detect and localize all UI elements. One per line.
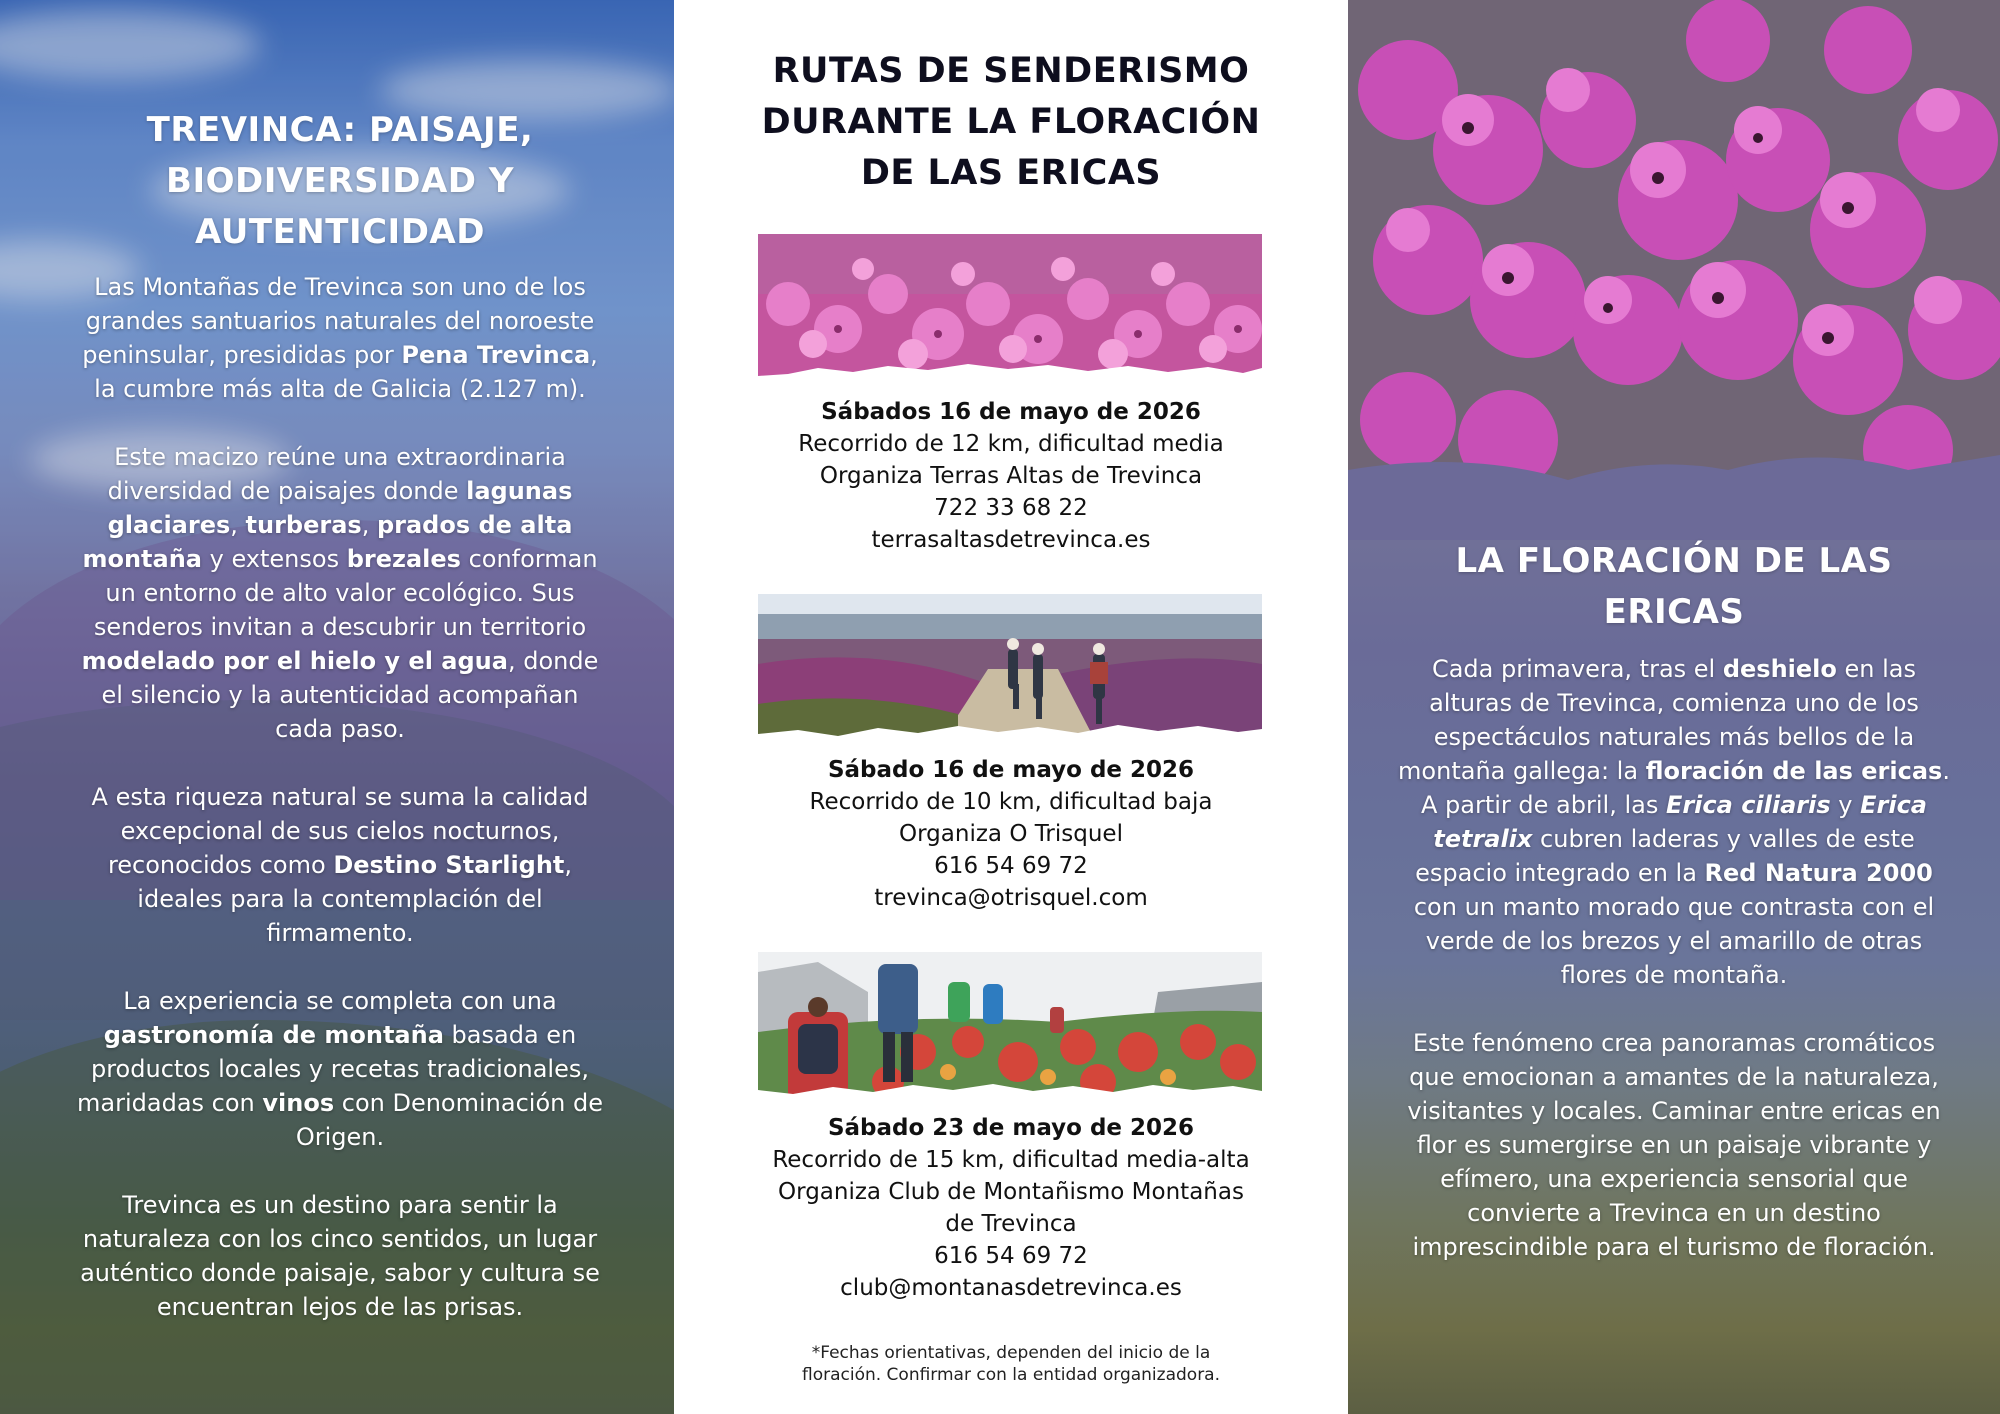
intro-paragraph: Las Montañas de Trevinca son uno de los grandes santuarios naturales del noroeste peninsular, presididas por Pena Trevinca, la cumbre más alta de Galicia (2.127 m).: [82, 273, 598, 403]
event-phone[interactable]: 722 33 68 22: [934, 495, 1088, 521]
left-title: TREVINCA: PAISAJE, BIODIVERSIDAD Y AUTENTICIDAD: [146, 110, 534, 252]
event-date: Sábados 16 de mayo de 2026: [821, 399, 1201, 425]
right-text-block: [1394, 536, 1954, 1298]
starlight-paragraph: A esta riqueza natural se suma la calidad excepcional de sus cielos nocturnos, reconocidos como Destino Starlight, ideales para la contemplación del firmamento.: [91, 783, 589, 947]
erica-flowers-image: [1348, 0, 2000, 540]
torn-paper-edge: [758, 360, 1262, 386]
heather-closeup-photo: [758, 234, 1262, 386]
routes-title: RUTAS DE SENDERISMO DURANTE LA FLORACIÓN DE LAS ERICAS: [761, 51, 1261, 193]
left-text-block: [70, 105, 610, 1358]
dates-footnote: *Fechas orientativas, dependen del inicio de la floración. Confirmar con la entidad organizadora.: [801, 1343, 1221, 1385]
flowering-title: LA FLORACIÓN DE LAS ERICAS: [1455, 541, 1893, 632]
right-panel: [1348, 0, 2000, 1414]
landscape-paragraph: Este macizo reúne una extraordinaria diversidad de paisajes donde lagunas glaciares, turberas, prados de alta montaña y extensos brezales conforman un entorno de alto valor ecológico. Sus senderos invitan a descubrir un territorio modelado por el hielo y el agua, donde el silencio y la autenticidad acompañan cada paso.: [81, 443, 599, 743]
hikers-shrubs-photo: [758, 952, 1262, 1104]
phenomenon-paragraph: Este fenómeno crea panoramas cromáticos que emocionan a amantes de la naturaleza, visitantes y locales. Caminar entre ericas en flor es sumergirse en un paisaje vibrante y efímero, una experiencia sensorial que convierte a Trevinca en un destino imprescindible para el turismo de floración.: [1407, 1029, 1941, 1261]
event-email-link[interactable]: club@montanasdetrevinca.es: [840, 1275, 1182, 1301]
event-organizer: Organiza O Trisquel: [899, 821, 1123, 847]
flowering-paragraph: Cada primavera, tras el deshielo en las alturas de Trevinca, comienza uno de los espectáculos naturales más bellos de la montaña gallega: la floración de las ericas. A partir de abril, las Erica ciliaris y Erica tetralix cubren laderas y valles de este espacio integrado en la Red Natura 2000 con un manto morado que contrasta con el verde de los brezos y el amarillo de otras flores de montaña.: [1398, 655, 1950, 989]
event-route: Recorrido de 12 km, dificultad media: [798, 431, 1224, 457]
event-organizer: Organiza Club de Montañismo Montañas de Trevinca: [778, 1179, 1244, 1237]
event-website-link[interactable]: terrasaltasdetrevinca.es: [871, 527, 1151, 553]
event-email-link[interactable]: trevinca@otrisquel.com: [874, 885, 1148, 911]
torn-paper-edge: [758, 720, 1262, 746]
event-date: Sábado 16 de mayo de 2026: [827, 757, 1195, 783]
event-phone[interactable]: 616 54 69 72: [934, 1243, 1088, 1269]
left-panel: [0, 0, 674, 1414]
event-3: [674, 1112, 1348, 1304]
event-route: Recorrido de 15 km, dificultad media-alta: [772, 1147, 1250, 1173]
event-1: [674, 396, 1348, 556]
hikers-trail-photo: [758, 594, 1262, 746]
torn-paper-edge: [758, 1078, 1262, 1104]
gastronomy-paragraph: La experiencia se completa con una gastronomía de montaña basada en productos locales y recetas tradicionales, maridadas con vinos con Denominación de Origen.: [77, 987, 603, 1151]
event-date: Sábado 23 de mayo de 2026: [827, 1115, 1195, 1141]
event-route: Recorrido de 10 km, dificultad baja: [809, 789, 1213, 815]
event-2: [674, 754, 1348, 914]
center-panel: [674, 0, 1348, 1414]
event-organizer: Organiza Terras Altas de Trevinca: [819, 463, 1203, 489]
event-phone[interactable]: 616 54 69 72: [934, 853, 1088, 879]
closing-paragraph: Trevinca es un destino para sentir la naturaleza con los cinco sentidos, un lugar auténtico donde paisaje, sabor y cultura se encuentran lejos de las prisas.: [80, 1191, 600, 1321]
